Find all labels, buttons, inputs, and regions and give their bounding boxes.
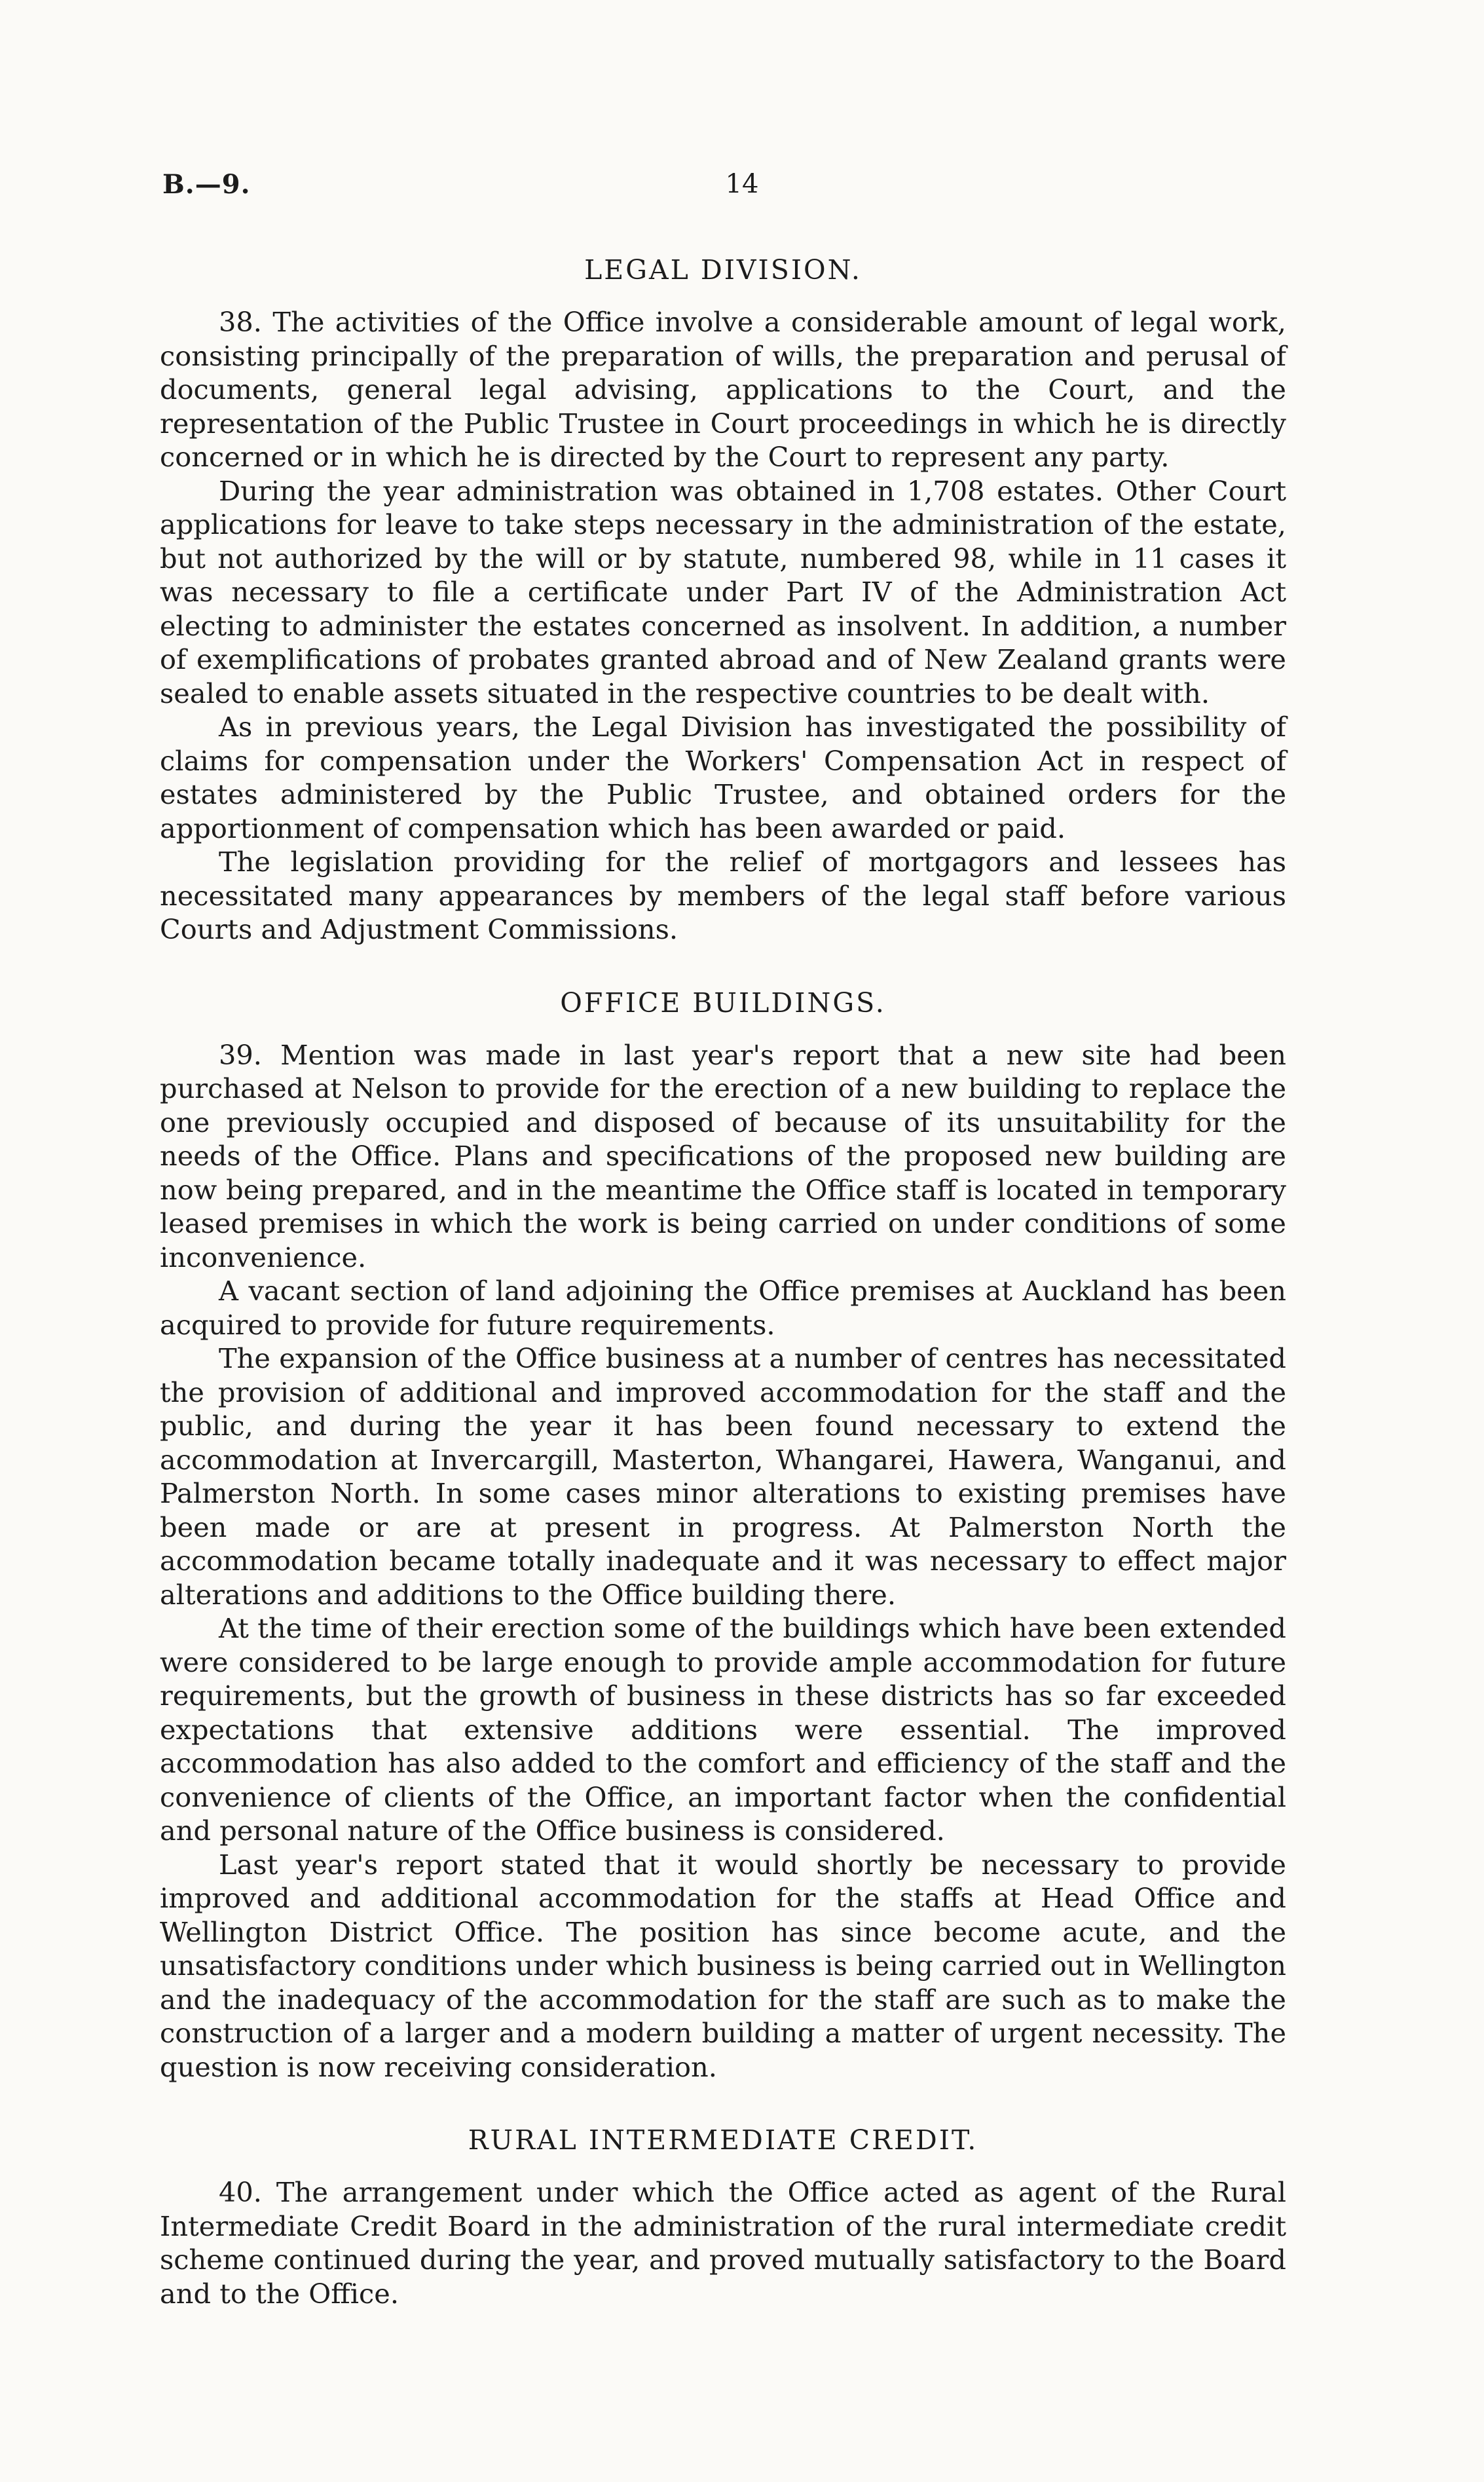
paragraph: 39. Mention was made in last year's report that a new site had been purchased at Nelson to provide for the erection of a new building to replace the one previously occupied and disposed of because of its unsuitability for the needs of the Office. Plans and specifications of the proposed new building are now being prepared, and in the meantime the Office staff is located in temporary leased premises in which the work is being carried on under conditions of some inconvenience. (160, 1038, 1286, 1273)
document-body (160, 254, 1286, 2351)
paragraph: 38. The activities of the Office involve a considerable amount of legal work, consisting principally of the preparation of wills, the preparation and perusal of documents, general legal advising, applications to the Court, and the representation of the Public Trustee in Court proceedings in which he is directly concerned or in which he is directed by the Court to represent any party. (160, 306, 1286, 473)
paragraph: During the year administration was obtained in 1,708 estates. Other Court applications for leave to take steps necessary in the administration of the estate, but not authorized by the will or by statute, numbered 98, while in 11 cases it was necessary to file a certificate under Part IV of the Administration Act electing to administer the estates concerned as insolvent. In addition, a number of exemplifications of probates granted abroad and of New Zealand grants were sealed to enable assets situated in the respective countries to be dealt with. (160, 474, 1286, 709)
page-header (0, 169, 1484, 208)
paragraph: As in previous years, the Legal Division has investigated the possibility of claims for compensation under the Workers' Compensation Act in respect of estates administered by the Public Trustee, and obtained orders for the apportionment of compensation which has been awarded or paid. (160, 711, 1286, 844)
paragraph: Last year's report stated that it would shortly be necessary to provide improved and additional accommodation for the staffs at Head Office and Wellington District Office. The position has since become acute, and the unsatisfactory conditions under which business is being carried out in Wellington and the inadequacy of the accommodation for the staff are such as to make the construction of a larger and a modern building a matter of urgent necessity. The question is now receiving consideration. (160, 1848, 1286, 2083)
paragraph: A vacant section of land adjoining the Office premises at Auckland has been acquired to provide for future requirements. (160, 1275, 1286, 1341)
page-number: 14 (725, 169, 759, 199)
paragraph: The expansion of the Office business at a number of centres has necessitated the provision of additional and improved accommodation for the staff and the public, and during the year it has been found necessary to extend the accommodation at Invercargill, Masterton, Whangarei, Hawera, Wanganui, and Palmerston North. In some cases minor alterations to existing premises have been made or are at present in progress. At Palmerston North the accommodation became totally inadequate and it was necessary to effect major alterations and additions to the Office building there. (160, 1342, 1286, 1611)
paragraph: 40. The arrangement under which the Office acted as agent of the Rural Intermediate Credit Board in the administration of the rural intermediate credit scheme continued during the year, and proved mutually satisfactory to the Board and to the Office. (160, 2176, 1286, 2310)
section-rural-intermediate-credit (160, 2124, 1286, 2310)
paragraph: At the time of their erection some of the buildings which have been extended were considered to be large enough to provide ample accommodation for future requirements, but the growth of business in these districts has so far exceeded expectations that extensive additions were essential. The improved accommodation has also added to the comfort and efficiency of the staff and the convenience of clients of the Office, an important factor when the confidential and personal nature of the Office business is considered. (160, 1612, 1286, 1847)
section-title: OFFICE BUILDINGS. (560, 987, 886, 1019)
series-reference: B.—9. (162, 169, 251, 200)
section-title: LEGAL DIVISION. (584, 254, 862, 286)
section-office-buildings (160, 987, 1286, 2084)
section-legal-division (160, 254, 1286, 947)
section-title: RURAL INTERMEDIATE CREDIT. (468, 2124, 978, 2156)
paragraph: The legislation providing for the relief of mortgagors and lessees has necessitated many appearances by members of the legal staff before various Courts and Adjustment Commissions. (160, 846, 1286, 945)
